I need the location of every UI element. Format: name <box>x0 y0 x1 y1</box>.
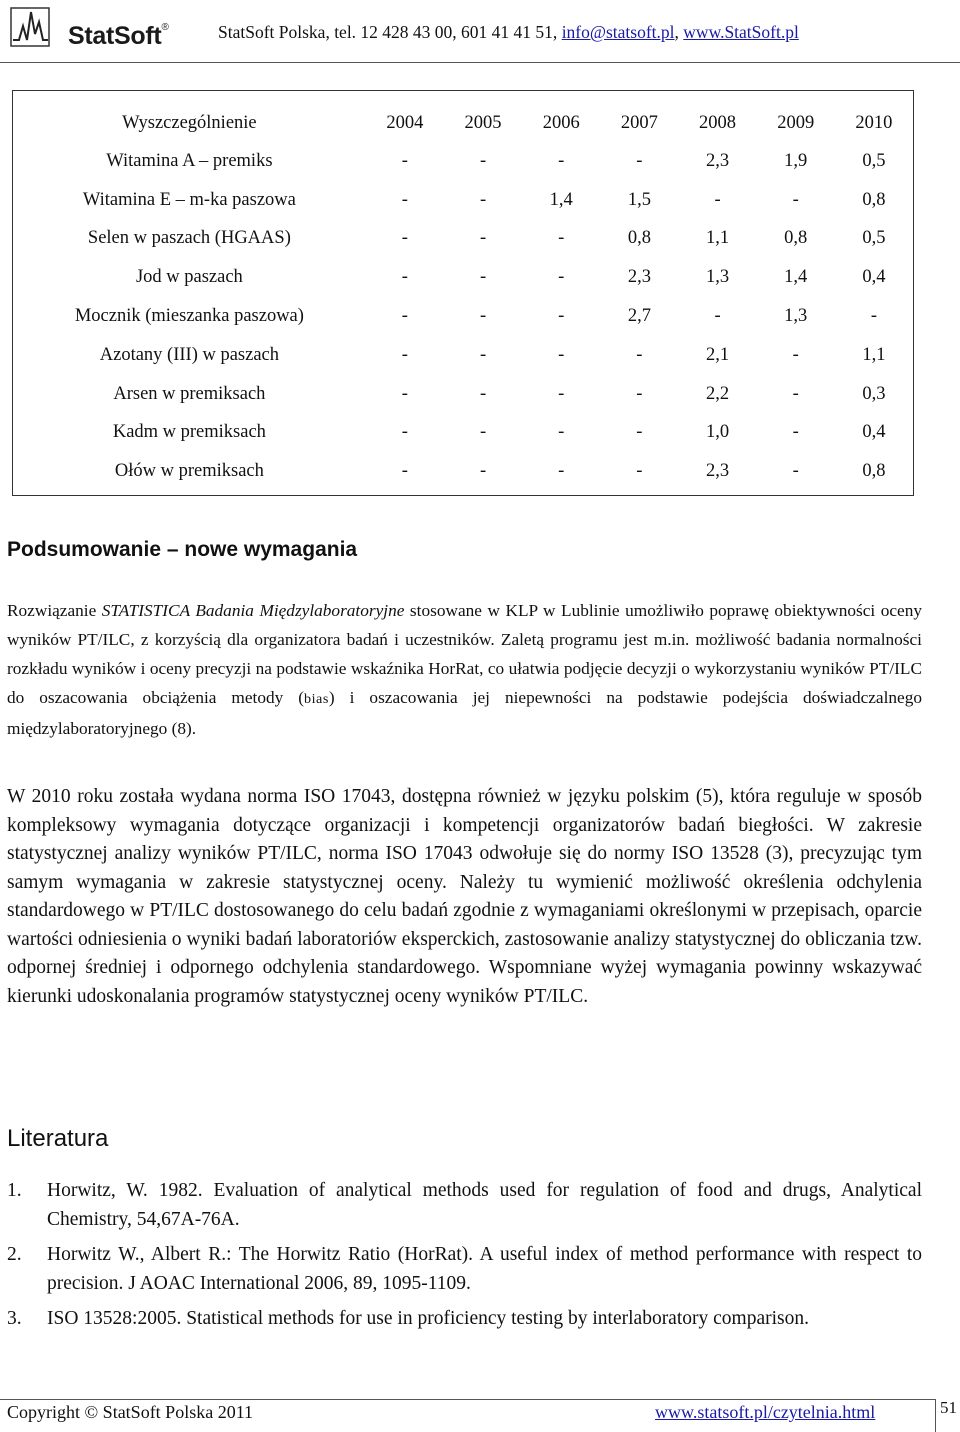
reference-text: ISO 13528:2005. Statistical methods for use in proficiency testing by interlaboratory comparison. <box>47 1308 809 1329</box>
table-cell: - <box>401 150 408 171</box>
table-cell: - <box>401 344 408 365</box>
statsoft-logo-icon <box>10 4 68 48</box>
table-cell: Mocznik (mieszanka paszowa) <box>74 306 304 327</box>
table-row <box>13 414 914 453</box>
header-email-link[interactable]: info@statsoft.pl <box>561 22 675 42</box>
reference-item <box>7 1304 922 1333</box>
footer-reading-room-link[interactable]: www.statsoft.pl/czytelnia.html <box>655 1402 876 1422</box>
logo-registered-mark: ® <box>161 22 169 33</box>
reference-item <box>7 1240 922 1298</box>
table-cell: 1,4 <box>549 189 573 210</box>
table-cell: 2,3 <box>627 267 651 288</box>
table-header-cell: 2006 <box>542 113 580 133</box>
table-cell: 0,5 <box>862 150 886 171</box>
table-cell: 0,8 <box>627 228 651 249</box>
table-cell: Kadm w premiksach <box>112 422 266 443</box>
table-cell: - <box>714 189 721 210</box>
logo-wordmark: StatSoft <box>68 22 162 50</box>
table-header-cell: 2004 <box>386 113 424 133</box>
table-cell: - <box>479 344 487 365</box>
statsoft-logo <box>10 4 190 50</box>
table-cell: 0,8 <box>784 228 808 249</box>
table-cell: - <box>558 228 565 249</box>
table-cell: - <box>792 422 799 443</box>
page-number: 51 <box>940 1398 957 1417</box>
table-cell: - <box>636 383 643 404</box>
table-cell: - <box>636 461 643 482</box>
table-cell: 0,4 <box>862 267 886 288</box>
table-cell: - <box>792 189 799 210</box>
table-cell: - <box>479 461 487 482</box>
table-cell: - <box>401 383 408 404</box>
header-contact-text: StatSoft Polska, tel. 12 428 43 00, 601 41 41 51, <box>218 22 562 42</box>
footer-divider <box>0 1399 935 1400</box>
table-cell: - <box>558 306 565 327</box>
table-cell: Ołów w premiksach <box>114 461 264 482</box>
header-contact <box>218 22 799 43</box>
table-cell: Selen w paszach (HGAAS) <box>87 228 291 249</box>
table-cell: - <box>401 422 408 443</box>
table-header-cell: 2007 <box>620 113 658 133</box>
table-cell: 2,2 <box>705 383 730 404</box>
table-cell: - <box>714 306 721 327</box>
table-cell: 0,3 <box>862 383 886 404</box>
summary-heading: Podsumowanie – nowe wymagania <box>7 538 358 561</box>
table-cell: - <box>558 383 565 404</box>
table-cell: Arsen w premiksach <box>113 383 266 404</box>
table-cell: - <box>479 150 487 171</box>
table-cell: - <box>636 344 643 365</box>
table-row <box>13 452 914 495</box>
table-cell: - <box>401 189 408 210</box>
reference-item <box>7 1176 922 1234</box>
table-row <box>13 297 914 336</box>
table-cell: - <box>479 267 487 288</box>
table-cell: 0,8 <box>862 189 886 210</box>
table-cell: 1,3 <box>705 267 730 288</box>
table-row <box>13 258 914 297</box>
table-cell: 1,4 <box>784 267 808 288</box>
table-cell: - <box>792 461 799 482</box>
table-cell: 2,3 <box>705 150 730 171</box>
table-row <box>13 336 914 375</box>
table-row <box>13 181 914 220</box>
table-cell: - <box>479 228 487 249</box>
reference-list <box>7 1176 922 1339</box>
table-header-cell: 2009 <box>777 113 815 133</box>
header-separator: , <box>674 22 684 42</box>
table-cell: 0,4 <box>862 422 886 443</box>
table-cell: - <box>401 267 408 288</box>
table-cell: 1,9 <box>784 150 808 171</box>
results-table <box>12 90 914 496</box>
table-cell: 0,8 <box>862 461 886 482</box>
table-cell: 2,7 <box>627 306 651 327</box>
header-divider <box>0 62 960 63</box>
table-cell: 1,1 <box>705 228 730 249</box>
table-cell: 2,1 <box>705 344 730 365</box>
table-header-cell: 2010 <box>855 113 893 133</box>
table-row <box>13 375 914 414</box>
table-cell: Witamina A – premiks <box>106 150 273 171</box>
table-row <box>13 220 914 259</box>
summary-paragraph-1 <box>7 596 922 743</box>
table-cell: 0,5 <box>862 228 886 249</box>
reference-text: Horwitz W., Albert R.: The Horwitz Ratio (HorRat). A useful index of method performance with respect to precision. J AOAC International 2006, 89, 1095-1109. <box>47 1244 922 1294</box>
table-cell: - <box>401 228 408 249</box>
table-cell: Jod w paszach <box>135 267 243 288</box>
page-header <box>0 0 960 70</box>
literature-heading: Literatura <box>7 1125 109 1152</box>
table-cell: - <box>479 422 487 443</box>
table-cell: - <box>558 150 565 171</box>
table-cell: - <box>558 461 565 482</box>
header-website-link[interactable]: www.StatSoft.pl <box>683 22 799 42</box>
table-cell: - <box>558 344 565 365</box>
table-cell: - <box>636 150 643 171</box>
table-cell: - <box>870 306 877 327</box>
table-cell: - <box>479 383 487 404</box>
footer-copyright: Copyright © StatSoft Polska 2011 <box>7 1402 254 1422</box>
summary-p1-text-c: ) i oszacowania jej niepewności na podstawie podejścia doświadczalnego międzylaboratoryjnego (8). <box>7 688 922 738</box>
table-cell: 1,5 <box>627 189 651 210</box>
summary-p1-product-name: STATISTICA Badania Międzylaboratoryjne <box>101 601 405 620</box>
table-cell: Witamina E – m-ka paszowa <box>82 189 296 210</box>
table-header-cell: 2005 <box>464 113 502 133</box>
table-cell: - <box>558 422 565 443</box>
summary-p1-bias-term: bias <box>304 691 329 707</box>
table-cell: - <box>792 383 799 404</box>
summary-p1-text-b: stosowane w KLP w Lublinie umożliwiło poprawę obiektywności oceny wyników PT/ILC, z korzyścią dla organizatora badań i uczestników. Zaletą programu jest m.in. możliwość badania normalności rozkładu wyników i oceny precyzji na podstawie wskaźnika HorRat, co ułatwia podjęcie decyzji o wykorzystaniu wyników PT/ILC do oszacowania obciążenia metody ( <box>7 601 923 707</box>
table-cell: Azotany (III) w paszach <box>99 344 280 365</box>
table-cell: - <box>479 306 487 327</box>
summary-p1-text-a: Rozwiązanie <box>7 601 102 620</box>
table-cell: - <box>479 189 487 210</box>
table-cell: 1,1 <box>862 344 886 365</box>
reference-number: 2. <box>7 1244 22 1265</box>
table-cell: - <box>636 422 643 443</box>
table-header-cell: Wyszczególnienie <box>122 113 257 133</box>
reference-number: 1. <box>7 1180 22 1201</box>
table-cell: - <box>401 461 408 482</box>
reference-text: Horwitz, W. 1982. Evaluation of analytical methods used for regulation of food and drugs, Analytical Chemistry, 54,67A-76A. <box>47 1180 922 1230</box>
table-header-cell: 2008 <box>699 113 737 133</box>
table-header-row <box>13 91 914 143</box>
summary-paragraph-2: W 2010 roku została wydana norma ISO 17043, dostępna również w języku polskim (5), która reguluje w sposób kompleksowy wymagania dotyczące organizacji i kompetencji organizatorów badań biegłości. W zakresie statystycznej analizy wyników PT/ILC, norma ISO 17043 odwołuje się do normy ISO 13528 (3), precyzując tym samym wymagania w zakresie statystycznej oceny. Należy tu wymienić możliwość określenia odchylenia standardowego w PT/ILC dostosowanego do celu badań zgodnie z wymaganiami określonymi w przepisach, oparcie wartości odniesienia o wyniki badań laboratoriów eksperckich, zastosowanie analizy statystycznej do obliczania tzw. odpornej średniej i odpornego odchylenia standardowego. Wspomniane wyżej wymagania powinny wskazywać kierunki udoskonalania programów statystycznej oceny wyników PT/ILC. <box>7 786 922 1007</box>
reference-number: 3. <box>7 1308 22 1329</box>
table-cell: 2,3 <box>705 461 730 482</box>
footer-vertical-divider <box>935 1399 936 1432</box>
table-cell: - <box>558 267 565 288</box>
table-row <box>13 142 914 181</box>
table-cell: - <box>792 344 799 365</box>
table-cell: - <box>401 306 408 327</box>
table-cell: 1,0 <box>705 422 730 443</box>
table-cell: 1,3 <box>784 306 808 327</box>
